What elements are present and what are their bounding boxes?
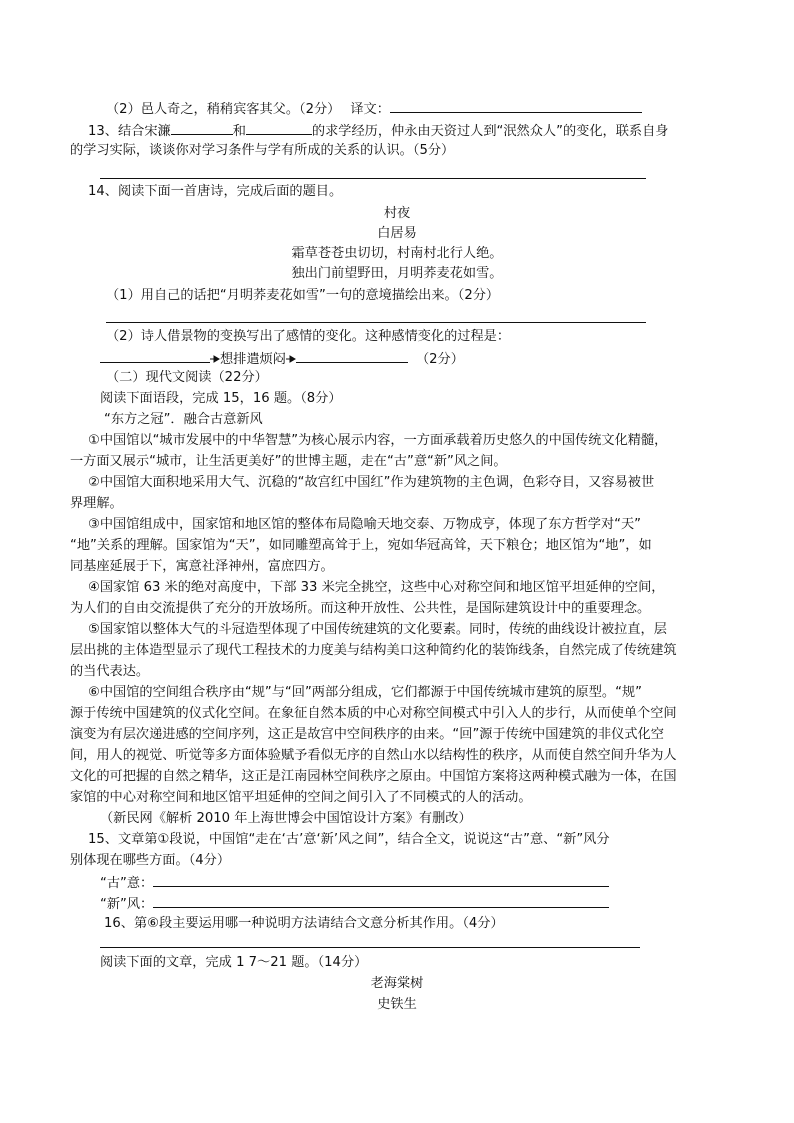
q15-gu-blank[interactable] xyxy=(153,872,609,887)
para-6-line-1: ⑥中国馆的空间组合秩序由“规”与“回”两部分组成，它们都源于中国传统城市建筑的原型。“规” xyxy=(88,685,642,700)
para-5-line-1: ⑤国家馆以整体大气的斗冠造型体现了中国传统建筑的文化要素。同时，传统的曲线设计被拉直，层 xyxy=(88,622,667,637)
q12-2 xyxy=(106,98,642,120)
para-6-line-4: 间，用人的视觉、听觉等多方面体验赋予看似无序的自然山水以结构性的秩序，从而使自然空间升华为人 xyxy=(70,748,677,763)
para-1-line-2: 一方面又展示“城市，让生活更美好”的世博主题，走在“古”意“新”风之间。 xyxy=(70,454,507,469)
q15-gu-label: “古”意： xyxy=(100,876,154,891)
q12-2-answer-blank[interactable] xyxy=(390,98,642,113)
para-1-line-1: ①中国馆以“城市发展中的中华智慧”为核心展示内容，一方面承载着历史悠久的中国传统文化精髓， xyxy=(88,433,668,448)
para-6-line-6: 家馆的中心对称空间和地区馆平坦延伸的空间之间引入了不同模式的人的活动。 xyxy=(70,790,532,805)
q14-2-score: （2分） xyxy=(415,352,464,367)
q13-line1 xyxy=(88,120,668,142)
para-4-line-1: ④国家馆 63 米的绝对高度中，下部 33 米完全挑空，这些中心对称空间和地区馆平坦延伸的空间， xyxy=(88,580,665,595)
para-5-line-2: 层出挑的主体造型显示了现代工程技术的力度美与结构美口这种简约化的装饰线条，自然完成了传统建筑 xyxy=(70,643,677,658)
q16: 16、第⑥段主要运用哪一种说明方法请结合文意分析其作用。（4分） xyxy=(104,916,504,931)
q15-line-1: 15、文章第①段说，中国馆“走在‘古’意‘新’风之间”，结合全文，说说这“古”意、“新”风分 xyxy=(88,832,610,847)
q15-gu-row xyxy=(100,872,609,894)
para-3-line-2: “地”关系的理解。国家馆为“天”，如同雕塑高耸于上，宛如华冠高耸，天下粮仓；地区馆为“地”，如 xyxy=(70,538,652,553)
para-6-line-5: 文化的可把握的自然之精华，这正是江南园林空间秩序之原由。中国馆方案将这两种模式融为一体，在国 xyxy=(70,769,677,784)
q14-intro: 14、阅读下面一首唐诗，完成后面的题目。 xyxy=(88,184,343,199)
q13-suffix: 的求学经历，仲永由天资过人到“泯然众人”的变化，联系自身 xyxy=(311,124,669,139)
q14-2-answer-row xyxy=(100,348,464,370)
q13-prefix: 13、结合宋濂 xyxy=(88,124,171,139)
q14-2-blank-2[interactable] xyxy=(296,348,408,363)
para-6-line-3: 演变为有层次递进感的空间序列，这正是故宫中空间秩序的由来。“回”源于传统中国建筑的非仪式化空 xyxy=(70,727,664,742)
q15-xin-row xyxy=(100,893,609,915)
q14-2-blank-1[interactable] xyxy=(100,348,210,363)
q14-1-answer-line[interactable] xyxy=(106,322,646,323)
q14-2: （2）诗人借景物的变换写出了感情的变化。这种感情变化的过程是： xyxy=(106,329,511,344)
q15-xin-label: “新”风： xyxy=(100,897,154,912)
q13-line2: 的学习实际，谈谈你对学习条件与学有所成的关系的认识。（5分） xyxy=(70,143,455,158)
q13-and: 和 xyxy=(232,124,246,139)
q13-blank-2[interactable] xyxy=(246,120,312,135)
article-source: （新民网《解析 2010 年上海世博会中国馆设计方案》有删改） xyxy=(100,811,472,826)
para-3-line-3: 同基座延展于下，寓意社泽神州，富庶四方。 xyxy=(70,559,334,574)
q12-2-answer-label: 译文： xyxy=(350,102,390,117)
q12-2-text: （2）邑人奇之，稍稍宾客其父。（2分） xyxy=(106,102,341,117)
poem-line-1: 霜草苍苍虫切切，村南村北行人绝。 xyxy=(291,246,503,261)
q15-line-2: 别体现在哪些方面。（4分） xyxy=(70,853,231,868)
next-title: 老海棠树 xyxy=(370,976,424,991)
q16-answer-line[interactable] xyxy=(100,947,640,948)
section2-heading: （二）现代文阅读（22分） xyxy=(106,370,268,385)
arrow-right-icon xyxy=(210,354,220,364)
para-3-line-1: ③中国馆组成中，国家馆和地区馆的整体布局隐喻天地交泰、万物成亨，体现了东方哲学对“天” xyxy=(88,517,641,532)
q14-1: （1）用自己的话把“月明荞麦花如雪”一句的意境描绘出来。（2分） xyxy=(106,288,500,303)
arrow-right-icon xyxy=(286,354,296,364)
poem-author: 白居易 xyxy=(377,226,417,241)
q14-2-middle: 想排遣烦闷 xyxy=(220,352,286,367)
para-4-line-2: 为人们的自由交流提供了充分的开放场所。而这种开放性、公共性，是国际建筑设计中的重要理念。 xyxy=(70,601,651,616)
q13-blank-1[interactable] xyxy=(171,120,233,135)
q15-xin-blank[interactable] xyxy=(153,893,609,908)
poem-line-2: 独出门前望野田，月明荞麦花如雪。 xyxy=(291,266,503,281)
next-reading-intro: 阅读下面的文章，完成 1 7～21 题。（14分） xyxy=(100,955,368,970)
para-2-line-1: ②中国馆大面积地采用大气、沉稳的“故宫红中国红”作为建筑物的主色调，色彩夺目，又容易被世 xyxy=(88,475,655,490)
section2-intro: 阅读下面语段，完成 15，16 题。（8分） xyxy=(100,391,342,406)
poem-title: 村夜 xyxy=(383,206,411,221)
para-2-line-2: 界理解。 xyxy=(70,496,123,511)
para-6-line-2: 源于传统中国建筑的仪式化空间。在象征自然本质的中心对称空间模式中引入人的步行，从而使单个空间 xyxy=(70,706,677,721)
q13-answer-line[interactable] xyxy=(100,178,646,179)
next-author: 史铁生 xyxy=(377,997,417,1012)
para-5-line-3: 的当代表达。 xyxy=(70,664,150,679)
article-title: “东方之冠”．融合古意新风 xyxy=(104,412,263,427)
